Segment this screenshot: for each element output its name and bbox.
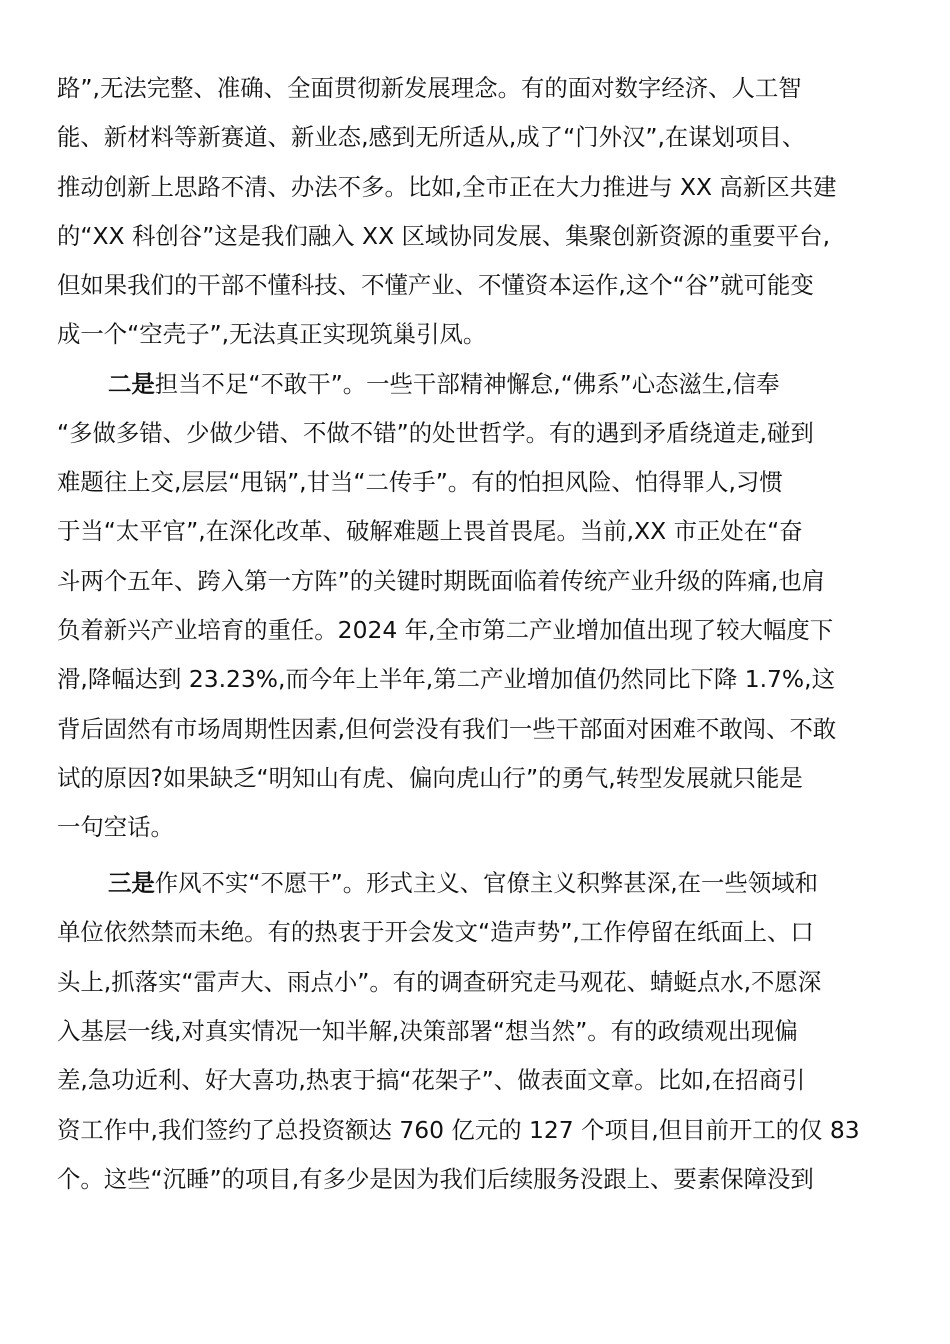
paragraph-first-line (108, 865, 898, 901)
text-line: 斗两个五年、跨入第一方阵”的关键时期既面临着传统产业升级的阵痛,也肩 (57, 567, 826, 595)
text-span: 担当不足“不敢干”。一些干部精神懈怠,“佛系”心态滋生,信奉 (154, 370, 780, 398)
text-line: 成一个“空壳子”,无法真正实现筑巢引凤。 (57, 320, 487, 348)
text-line: 负着新兴产业培育的重任。2024 年,全市第二产业增加值出现了较大幅度下 (57, 616, 834, 644)
text-line: 差,急功近利、好大喜功,热衷于搞“花架子”、做表面文章。比如,在招商引 (57, 1066, 806, 1094)
text-line: 路”,无法完整、准确、全面贯彻新发展理念。有的面对数字经济、人工智 (57, 74, 802, 102)
text-line: 推动创新上思路不清、办法不多。比如,全市正在大力推进与 XX 高新区共建 (57, 173, 837, 201)
text-span: 作风不实“不愿干”。形式主义、官僚主义积弊甚深,在一些领域和 (154, 869, 818, 897)
point-lead-bold: 二是 (108, 370, 155, 398)
text-line: 资工作中,我们签约了总投资额达 760 亿元的 127 个项目,但目前开工的仅 83 (57, 1116, 860, 1144)
text-line: 滑,降幅达到 23.23%,而今年上半年,第二产业增加值仍然同比下降 1.7%,这 (57, 665, 835, 693)
text-line: 于当“太平官”,在深化改革、破解难题上畏首畏尾。当前,XX 市正处在“奋 (57, 517, 803, 545)
text-line: 入基层一线,对真实情况一知半解,决策部署“想当然”。有的政绩观出现偏 (57, 1017, 798, 1045)
point-lead-bold: 三是 (108, 869, 155, 897)
text-line: 个。这些“沉睡”的项目,有多少是因为我们后续服务没跟上、要素保障没到 (57, 1165, 814, 1193)
paragraph-first-line (108, 366, 898, 402)
text-line: 试的原因?如果缺乏“明知山有虎、偏向虎山行”的勇气,转型发展就只能是 (57, 764, 803, 792)
text-line: 的“XX 科创谷”这是我们融入 XX 区域协同发展、集聚创新资源的重要平台, (57, 222, 831, 250)
text-line: 单位依然禁而未绝。有的热衷于开会发文“造声势”,工作停留在纸面上、口 (57, 918, 814, 946)
text-line: 背后固然有市场周期性因素,但何尝没有我们一些干部面对困难不敢闯、不敢 (57, 715, 837, 743)
text-line: 能、新材料等新赛道、新业态,感到无所适从,成了“门外汉”,在谋划项目、 (57, 123, 806, 151)
text-line: 难题往上交,层层“甩锅”,甘当“二传手”。有的怕担风险、怕得罪人,习惯 (57, 468, 783, 496)
text-line: 但如果我们的干部不懂科技、不懂产业、不懂资本运作,这个“谷”就可能变 (57, 271, 814, 299)
text-line: “多做多错、少做少错、不做不错”的处世哲学。有的遇到矛盾绕道走,碰到 (57, 419, 814, 447)
text-line: 一句空话。 (57, 813, 174, 841)
text-line: 头上,抓落实“雷声大、雨点小”。有的调查研究走马观花、蜻蜓点水,不愿深 (57, 968, 822, 996)
